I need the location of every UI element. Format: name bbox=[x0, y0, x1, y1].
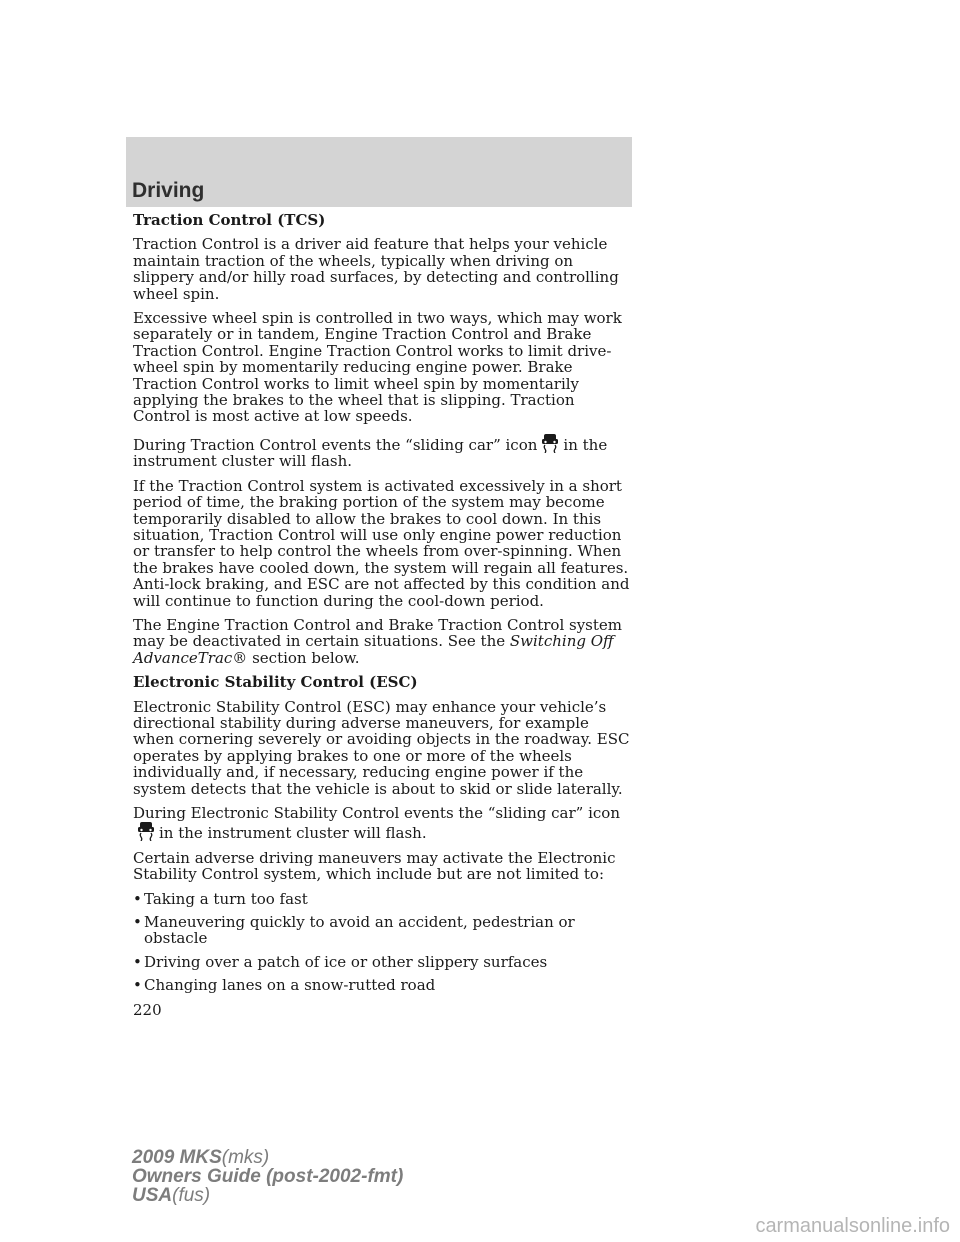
list-item bbox=[133, 891, 633, 907]
bullet-dot: • bbox=[133, 952, 142, 971]
sliding-car-icon bbox=[135, 821, 157, 841]
footer-model: 2009 MKS bbox=[132, 1147, 222, 1168]
list-item bbox=[133, 954, 633, 970]
tcs-paragraph-4: If the Traction Control system is activated excessively in a short period of time, the braking portion of the system may become temporarily disabled to allow the brakes to cool down. In this situation, Traction Control will use only engine power reduction or transfer to help control the wheels from over-spinning. When the brakes have cooled down, the system will regain all features. Anti-lock braking, and ESC are not affected by this condition and will continue to function during the cool-down period. bbox=[133, 476, 630, 610]
footer-line-3 bbox=[132, 1186, 403, 1205]
list-item-text: Taking a turn too fast bbox=[144, 889, 308, 908]
esc-heading: Electronic Stability Control (ESC) bbox=[133, 673, 418, 692]
tcs-paragraph-3 bbox=[133, 433, 633, 470]
tcs-paragraph-5 bbox=[133, 617, 633, 666]
page-content bbox=[133, 212, 633, 1018]
document-footer bbox=[132, 1148, 403, 1205]
page-number: 220 bbox=[133, 1000, 162, 1019]
tcs-paragraph-3-text-after: in the instrument cluster will flash. bbox=[133, 435, 608, 471]
switching-off-advancetrac-reference: Switching Off AdvanceTrac® bbox=[133, 632, 614, 667]
tcs-paragraph-2: Excessive wheel spin is controlled in two ways, which may work separately or in tandem, Engine Traction Control and Brake Traction Control. Engine Traction Control works to limit drive-wheel spin by momentarily reducing engine power. Brake Traction Control works to limit wheel spin by momentarily applying the brakes to the wheel that is slipping. Traction Control is most active at low speeds. bbox=[133, 309, 622, 426]
bullet-dot: • bbox=[133, 889, 142, 908]
tcs-paragraph-5-text-before: The Engine Traction Control and Brake Traction Control system may be deactivated in certain situations. See the bbox=[133, 615, 623, 651]
esc-paragraph-2 bbox=[133, 805, 633, 842]
footer-line-2 bbox=[132, 1167, 403, 1186]
section-title: Driving bbox=[132, 179, 205, 202]
tcs-paragraph-1: Traction Control is a driver aid feature that helps your vehicle maintain traction of the wheels, typically when driving on slippery and/or hilly road surfaces, by detecting and controlling wheel spin. bbox=[133, 235, 619, 303]
list-item-text: Changing lanes on a snow-rutted road bbox=[144, 976, 436, 995]
list-item bbox=[133, 914, 633, 947]
list-item bbox=[133, 977, 633, 993]
footer-market: USA bbox=[132, 1185, 173, 1206]
esc-paragraph-2-text-after: in the instrument cluster will flash. bbox=[159, 824, 427, 843]
list-item-text: Driving over a patch of ice or other slippery surfaces bbox=[144, 952, 548, 971]
tcs-heading: Traction Control (TCS) bbox=[133, 211, 326, 229]
tcs-paragraph-5-text-after: section below. bbox=[252, 648, 360, 667]
footer-model-code: (mks) bbox=[221, 1147, 270, 1168]
tcs-paragraph-3-text-before: During Traction Control events the “sliding car” icon bbox=[133, 435, 538, 454]
bullet-dot: • bbox=[133, 913, 142, 932]
bullet-dot: • bbox=[133, 976, 142, 995]
esc-paragraph-1: Electronic Stability Control (ESC) may enhance your vehicle’s directional stability during adverse maneuvers, for example when cornering severely or avoiding objects in the roadway. ESC operates by applying brakes to one or more of the wheels individually and, if necessary, reducing engine power if the system detects that the vehicle is about to skid or slide laterally. bbox=[133, 697, 630, 798]
footer-guide-name: Owners Guide (post-2002-fmt) bbox=[132, 1166, 404, 1187]
list-item-text: Maneuvering quickly to avoid an accident, pedestrian or obstacle bbox=[144, 913, 575, 948]
footer-market-code: (fus) bbox=[172, 1185, 211, 1206]
esc-paragraph-2-text-before: During Electronic Stability Control events the “sliding car” icon bbox=[133, 804, 620, 822]
sliding-car-icon bbox=[539, 433, 561, 453]
esc-maneuver-list bbox=[133, 891, 633, 994]
esc-paragraph-3: Certain adverse driving maneuvers may activate the Electronic Stability Control system, which include but are not limited to: bbox=[133, 848, 616, 884]
footer-line-1 bbox=[132, 1148, 403, 1167]
watermark: carmanualsonline.info bbox=[755, 1215, 950, 1237]
